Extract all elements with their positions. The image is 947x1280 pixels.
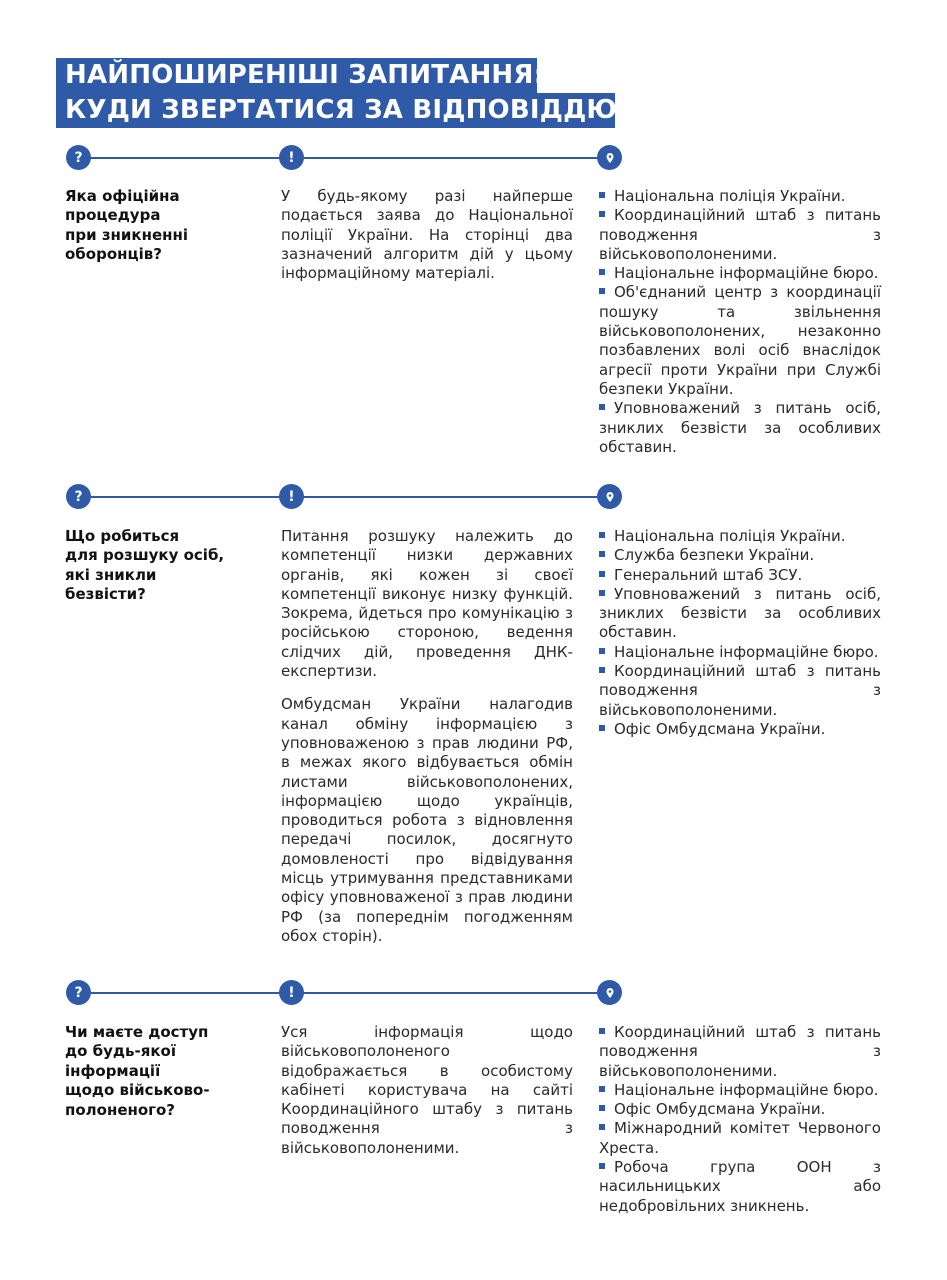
answer-paragraph: У будь-якому разі найперше подається заява до Національної поліції України. На сторінці два зазначений алгоритм дій у цьому інформаційному матеріалі. bbox=[281, 187, 573, 283]
bullet-icon bbox=[599, 269, 605, 275]
contact-item: Офіс Омбудсмана України. bbox=[599, 1100, 881, 1119]
section-1-question bbox=[65, 187, 255, 265]
exclamation-icon: ! bbox=[279, 145, 304, 170]
bullet-icon bbox=[599, 532, 605, 538]
contact-item: Робоча група ООН з насильницьких або недобровільних зникнень. bbox=[599, 1158, 881, 1215]
bullet-icon bbox=[599, 571, 605, 577]
contact-item: Міжнародний комітет Червоного Хреста. bbox=[599, 1119, 881, 1157]
timeline-line bbox=[78, 157, 610, 159]
section-3-question bbox=[65, 1023, 255, 1120]
question-line: Чи маєте доступ bbox=[65, 1023, 209, 1041]
section-3-contacts-list bbox=[599, 1023, 881, 1216]
question-line: до будь-якої bbox=[65, 1042, 176, 1061]
bullet-icon bbox=[599, 211, 605, 217]
bullet-icon bbox=[599, 1105, 605, 1111]
section-2-contacts-list bbox=[599, 527, 881, 739]
question-line: Що робиться bbox=[65, 527, 180, 545]
section-1-timeline bbox=[66, 145, 622, 171]
question-line: для розшуку осіб, bbox=[65, 546, 225, 565]
question-icon: ? bbox=[66, 484, 91, 509]
section-3-answer bbox=[281, 1023, 573, 1158]
question-line: інформації bbox=[65, 1061, 161, 1080]
question-line: Яка офіційна bbox=[65, 187, 180, 205]
contact-item: Координаційний штаб з питань поводження з військовополоненими. bbox=[599, 206, 881, 263]
bullet-icon bbox=[599, 1124, 605, 1130]
bullet-icon bbox=[599, 1086, 605, 1092]
contact-item: Координаційний штаб з питань поводження з військовополоненими. bbox=[599, 1023, 881, 1080]
bullet-icon bbox=[599, 1163, 605, 1169]
section-1-contacts-list bbox=[599, 187, 881, 457]
map-pin-icon bbox=[597, 484, 622, 509]
page-title-line-2: КУДИ ЗВЕРТАТИСЯ ЗА ВІДПОВІДДЮ? bbox=[56, 93, 615, 128]
contact-item: Офіс Омбудсмана України. bbox=[599, 720, 881, 739]
page-title bbox=[56, 58, 633, 128]
bullet-icon bbox=[599, 192, 605, 198]
bullet-icon bbox=[599, 551, 605, 557]
contact-item: Національне інформаційне бюро. bbox=[599, 264, 881, 283]
contact-item: Національна поліція України. bbox=[599, 187, 881, 206]
contact-item: Національна поліція України. bbox=[599, 527, 881, 546]
answer-paragraph: Омбудсман України налагодив канал обміну інформацією з уповноваженою з прав людини РФ, в межах якого відбувається обмін листами військовополонених, інформацією щодо українців, проводиться робота з відновлення передачі посилок, досягнуто домовленості про відвідування місць утримування представниками офісу уповноваженої з прав людини РФ (за попереднім погодженням обох сторін). bbox=[281, 695, 573, 945]
section-2-answer bbox=[281, 527, 573, 946]
bullet-icon bbox=[599, 404, 605, 410]
bullet-icon bbox=[599, 667, 605, 673]
answer-paragraph: Уся інформація щодо військовополоненого відображається в особистому кабінеті користувача на сайті Координаційного штабу з питань поводження з військовополоненими. bbox=[281, 1023, 573, 1157]
question-line: процедура bbox=[65, 206, 161, 225]
contact-item: Національне інформаційне бюро. bbox=[599, 643, 881, 662]
map-pin-icon bbox=[597, 145, 622, 170]
timeline-line bbox=[78, 496, 610, 498]
bullet-icon bbox=[599, 1028, 605, 1034]
bullet-icon bbox=[599, 648, 605, 654]
contact-item: Уповноважений з питань осіб, зниклих безвісти за особливих обставин. bbox=[599, 584, 881, 642]
timeline-line bbox=[78, 992, 610, 994]
question-line: щодо військово- bbox=[65, 1081, 210, 1100]
question-line: оборонців? bbox=[65, 245, 162, 264]
exclamation-icon: ! bbox=[279, 980, 304, 1005]
bullet-icon bbox=[599, 590, 605, 596]
contact-item: Уповноважений з питань осіб, зниклих безвісти за особливих обставин. bbox=[599, 399, 881, 456]
section-2-timeline bbox=[66, 484, 622, 510]
section-3-timeline bbox=[66, 980, 622, 1006]
contact-item: Національне інформаційне бюро. bbox=[599, 1081, 881, 1100]
question-icon: ? bbox=[66, 980, 91, 1005]
section-1-answer bbox=[281, 187, 573, 283]
question-line: при зникненні bbox=[65, 225, 189, 244]
question-line: полоненого? bbox=[65, 1100, 176, 1119]
map-pin-icon bbox=[597, 980, 622, 1005]
contact-item: Об'єднаний центр з координації пошуку та звільнення військовополонених, незаконно позбавлених волі осіб внаслідок агресії проти України при Службі безпеки України. bbox=[599, 283, 881, 398]
question-icon: ? bbox=[66, 145, 91, 170]
contact-item: Координаційний штаб з питань поводження з військовополоненими. bbox=[599, 662, 881, 719]
answer-paragraph: Питання розшуку належить до компетенції низки державних органів, які кожен зі своєї компетенції виконує низку функцій. Зокрема, йдеться про комунікацію з російською стороною, ведення слідчих дій, проведення ДНК-експертизи. bbox=[281, 527, 573, 681]
bullet-icon bbox=[599, 725, 605, 731]
question-line: безвісти? bbox=[65, 585, 146, 604]
page-title-line-1: НАЙПОШИРЕНІШІ ЗАПИТАННЯ: bbox=[56, 58, 537, 93]
exclamation-icon: ! bbox=[279, 484, 304, 509]
section-2-question bbox=[65, 527, 255, 605]
bullet-icon bbox=[599, 288, 605, 294]
contact-item: Генеральний штаб ЗСУ. bbox=[599, 566, 881, 585]
contact-item: Служба безпеки України. bbox=[599, 546, 881, 565]
question-line: які зникли bbox=[65, 565, 157, 584]
